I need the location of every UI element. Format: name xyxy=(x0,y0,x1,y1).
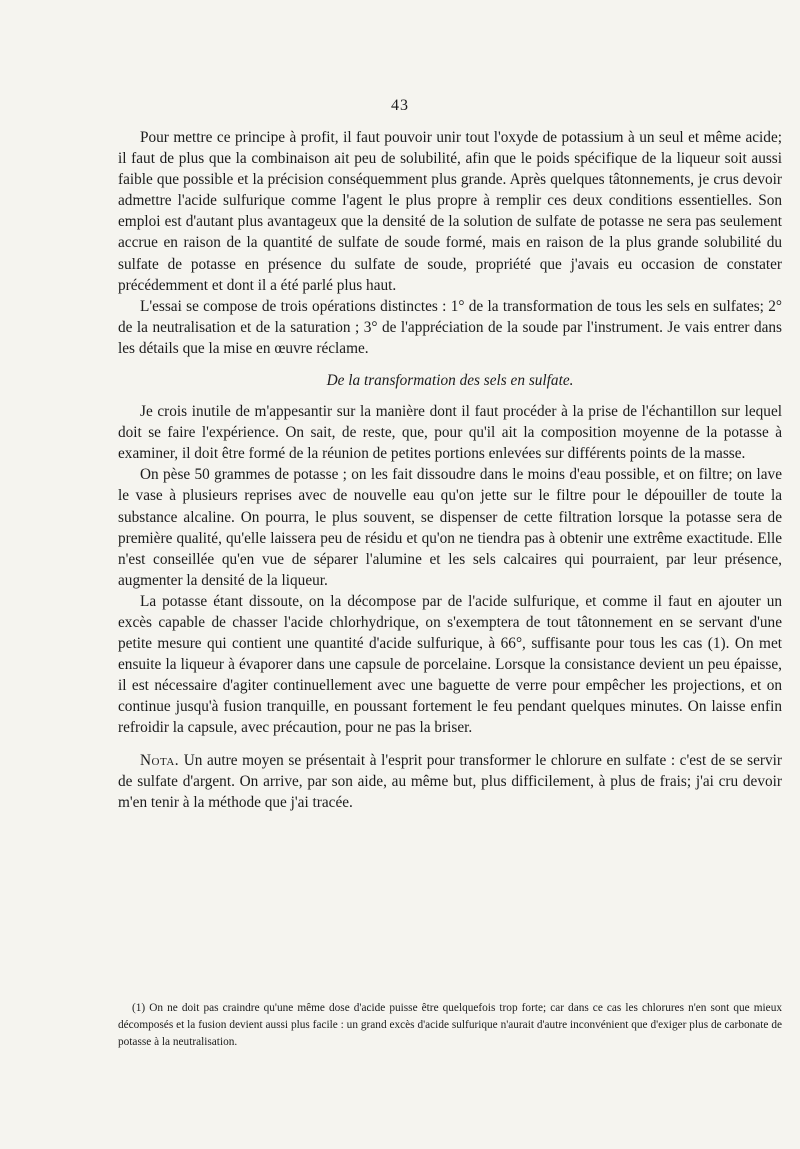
body-text xyxy=(118,127,782,813)
paragraph-sample: Je crois inutile de m'appesantir sur la manière dont il faut procéder à la prise de l'échantillon sur lequel doit se faire l'expérience. On sait, de reste, que, pour qu'il ait la composition moyenne de la potasse à examiner, il doit être formé de la réunion de petites portions enlevées sur différents points de la masse. xyxy=(118,403,782,463)
paragraph-principle: Pour mettre ce principe à profit, il faut pouvoir unir tout l'oxyde de potassium à un seul et même acide; il faut de plus que la combinaison ait peu de solubilité, afin que le poids spécifique de la liqueur soit aussi faible que possible et la précision conséquemment plus grande. Après quelques tâtonnements, je crus devoir admettre l'acide sulfurique comme l'agent le plus propre à remplir ces deux conditions essentielles. Son emploi est d'autant plus avantageux que la densité de la solution de sulfate de potasse ne sera pas seulement accrue en raison de la quantité de sulfate de soude formé, mais en raison de la plus grande solubilité du sulfate de potasse en présence du sulfate de soude, propriété que j'avais eu occasion de constater précédemment et dont il a été parlé plus haut. xyxy=(118,129,782,294)
paragraph-decomposition: La potasse étant dissoute, on la décompose par de l'acide sulfurique, et comme il faut en ajouter un excès capable de chasser l'acide chlorhydrique, on s'exemptera de tout tâtonnement en se servant d'une petite mesure qui contient une quantité d'acide sulfurique, à 66°, suffisante pour tous les cas (1). On met ensuite la liqueur à évaporer dans une capsule de porcelaine. Lorsque la consistance devient un peu épaisse, il est nécessaire d'agiter continuellement avec une baguette de verre pour empêcher les projections, et on continue jusqu'à fusion tranquille, en poussant fortement le feu pendant quelques minutes. On laisse enfin refroidir la capsule, avec précaution, pour ne pas la briser. xyxy=(118,592,782,737)
paragraph-weighing: On pèse 50 grammes de potasse ; on les fait dissoudre dans le moins d'eau possible, et on filtre; on lave le vase à plusieurs reprises avec de nouvelle eau qu'on jette sur le filtre pour le dépouiller de toute la substance alcaline. On pourra, le plus souvent, se dispenser de cette filtration lorsque la potasse sera de première qualité, qu'elle laissera peu de résidu et qu'on ne tiendra pas à obtenir une extrême exactitude. Elle n'est conseillée qu'en vue de séparer l'alumine et les sels calcaires qui pourraient, par leur présence, augmenter la densité de la liqueur. xyxy=(118,466,782,589)
nota-text: Un autre moyen se présentait à l'esprit pour transformer le chlorure en sulfate : c'est de se servir de sulfate d'argent. On arrive, par son aide, au même but, plus difficilement, à plus de frais; j'ai cru devoir m'en tenir à la méthode que j'ai tracée. xyxy=(118,751,782,811)
footnote-text: (1) On ne doit pas craindre qu'une même dose d'acide puisse être quelquefois trop forte; car dans ce cas les chlorures n'en sont que mieux décomposés et la fusion devient aussi plus facile : un grand excès d'acide sulfurique n'aurait d'autre inconvénient que d'exiger plus de carbonate de potasse à la neutralisation. xyxy=(118,1002,782,1048)
nota-paragraph xyxy=(118,750,782,813)
page-number: 43 xyxy=(391,97,409,114)
nota-label: Nota. xyxy=(140,751,180,769)
footnote xyxy=(118,1000,782,1051)
section-title: De la transformation des sels en sulfate. xyxy=(326,372,574,390)
paragraph-operations: L'essai se compose de trois opérations distinctes : 1° de la transformation de tous les sels en sulfates; 2° de la neutralisation et de la saturation ; 3° de l'appréciation de la soude par l'instrument. Je vais entrer dans les détails que la mise en œuvre réclame. xyxy=(118,297,782,357)
